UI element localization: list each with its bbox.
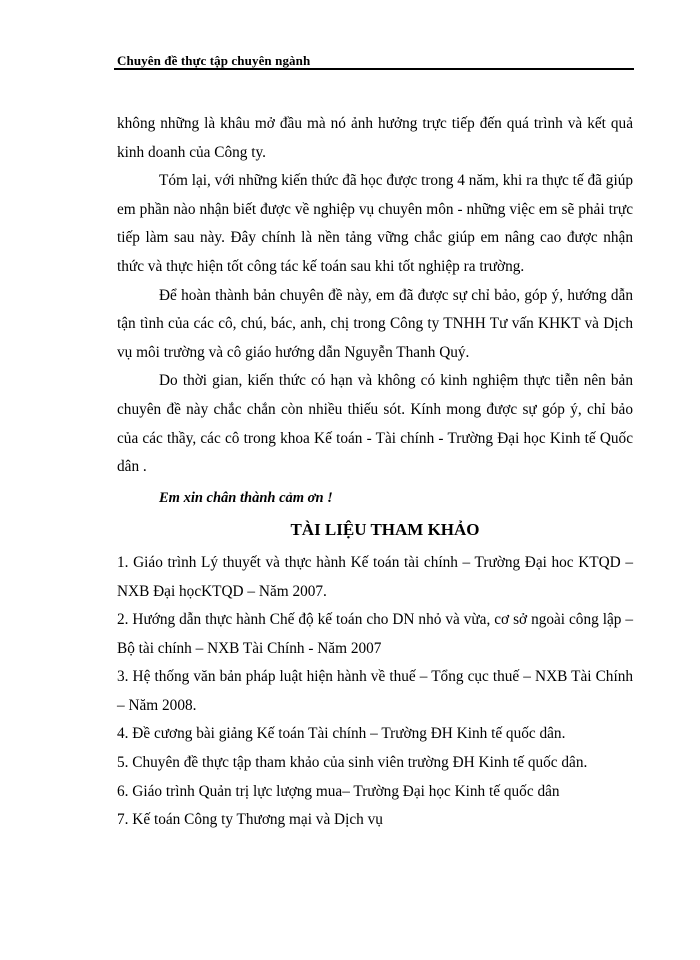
- references-heading: TÀI LIỆU THAM KHẢO: [290, 520, 480, 540]
- references-list: [117, 549, 633, 835]
- reference-item: 1. Giáo trình Lý thuyết và thực hành Kế toán tài chính – Trường Đại hoc KTQD – NXB Đại họcKTQD – Năm 2007.: [117, 553, 633, 600]
- reference-item: 7. Kế toán Công ty Thương mại và Dịch vụ: [117, 811, 383, 829]
- reference-item: 2. Hướng dẫn thực hành Chế độ kế toán cho DN nhỏ và vừa, cơ sở ngoài công lập – Bộ tài chính – NXB Tài Chính - Năm 2007: [117, 611, 633, 657]
- reference-item: 3. Hệ thống văn bản pháp luật hiện hành về thuế – Tổng cục thuế – NXB Tài Chính – Năm 2008.: [117, 668, 633, 714]
- page-header-title: Chuyên đề thực tập chuyên ngành: [117, 53, 311, 68]
- document-body: [117, 110, 633, 835]
- paragraph-summary: Tóm lại, với những kiến thức đã học được trong 4 năm, khi ra thực tế đã giúp em phần nào nhận biết được về nghiệp vụ chuyên môn - những việc em sẽ phải trực tiếp làm sau này. Đây chính là nền tảng vững chắc giúp em nâng cao được nhận thức và thực hiện tốt công tác kế toán sau khi tốt nghiệp ra trường.: [117, 172, 633, 275]
- reference-item: 4. Đề cương bài giảng Kế toán Tài chính – Trường ĐH Kinh tế quốc dân.: [117, 725, 566, 743]
- paragraph-limitations: Do thời gian, kiến thức có hạn và không có kinh nghiệm thực tiễn nên bản chuyên đề này chắc chắn còn nhiều thiếu sót. Kính mong được sự góp ý, chỉ bảo của các thầy, các cô trong khoa Kế toán - Tài chính - Trường Đại học Kinh tế Quốc dân .: [117, 372, 633, 476]
- header-divider: [114, 68, 634, 70]
- reference-item: 6. Giáo trình Quản trị lực lượng mua– Trường Đại học Kinh tế quốc dân: [117, 782, 560, 800]
- paragraph-acknowledgement: Để hoàn thành bản chuyên đề này, em đã được sự chỉ bảo, góp ý, hướng dẫn tận tình của các cô, chú, bác, anh, chị trong Công ty TNHH Tư vấn KHKT và Dịch vụ môi trường và cô giáo hướng dẫn Nguyễn Thanh Quý.: [117, 286, 633, 361]
- paragraph-continuation: không những là khâu mở đầu mà nó ảnh hưởng trực tiếp đến quá trình và kết quả kinh doanh của Công ty.: [117, 115, 633, 161]
- reference-item: 5. Chuyên đề thực tập tham khảo của sinh viên trường ĐH Kinh tế quốc dân.: [117, 754, 588, 772]
- thanks-line: Em xin chân thành cảm ơn !: [159, 489, 333, 506]
